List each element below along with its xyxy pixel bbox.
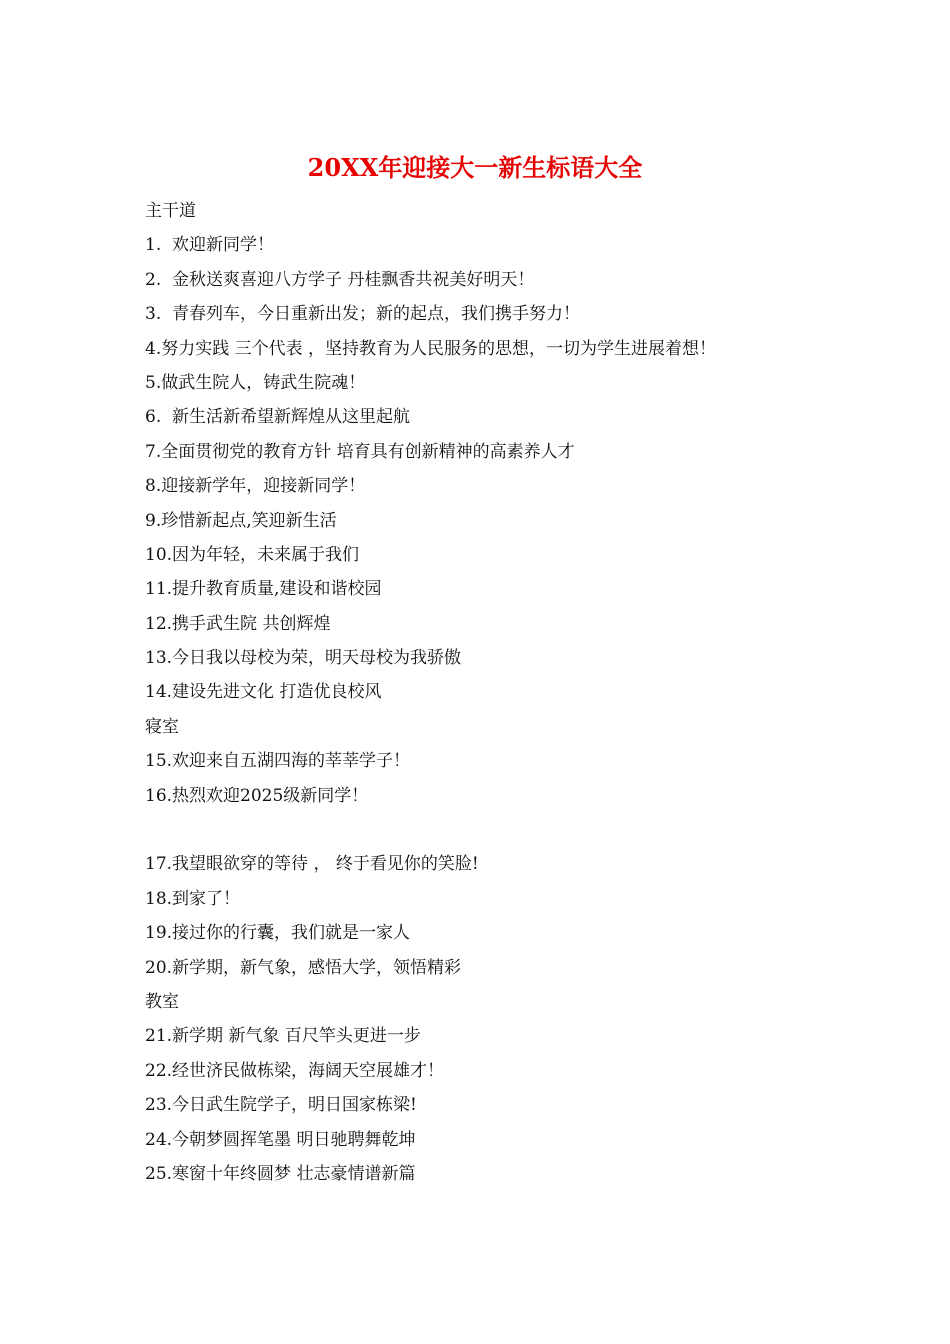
- slogan-line: 19.接过你的行囊，我们就是一家人: [145, 923, 411, 944]
- slogan-line: 1. 欢迎新同学！: [145, 235, 275, 256]
- section-heading: 寝室: [145, 716, 179, 737]
- slogan-line: 6. 新生活新希望新辉煌从这里起航: [145, 407, 411, 428]
- slogan-line: 23.今日武生院学子，明日国家栋梁!: [145, 1095, 417, 1116]
- slogan-line: 17.我望眼欲穿的等待 ， 终于看见你的笑脸!: [145, 854, 479, 875]
- section-heading: 主干道: [145, 201, 196, 221]
- slogan-line: 25.寒窗十年终圆梦 壮志豪情谱新篇: [145, 1163, 416, 1184]
- slogan-line: 7.全面贯彻党的教育方针 培育具有创新精神的高素养人才: [145, 441, 575, 462]
- slogan-line: 10.因为年轻，未来属于我们: [145, 544, 360, 565]
- slogan-line: 12.携手武生院 共创辉煌: [145, 613, 331, 634]
- slogan-line: 5.做武生院人，铸武生院魂！: [145, 372, 366, 393]
- slogan-line: 8.迎接新学年，迎接新同学！: [145, 476, 366, 497]
- slogan-line: 18.到家了！: [145, 888, 241, 909]
- slogan-line: 13.今日我以母校为荣，明天母校为我骄傲: [145, 648, 462, 669]
- document-title: 20XX年迎接大一新生标语大全: [307, 153, 643, 182]
- slogan-line: 15.欢迎来自五湖四海的莘莘学子！: [145, 751, 411, 772]
- slogan-line: 2. 金秋送爽喜迎八方学子 丹桂飘香共祝美好明天！: [145, 269, 535, 290]
- slogan-line: 3. 青春列车，今日重新出发；新的起点，我们携手努力！: [145, 304, 581, 325]
- document-body: [145, 194, 845, 1191]
- slogan-line: 21.新学期 新气象 百尺竿头更进一步: [145, 1026, 421, 1047]
- slogan-line: 24.今朝梦圆挥笔墨 明日驰聘舞乾坤: [145, 1129, 416, 1150]
- slogan-line: 14.建设先进文化 打造优良校风: [145, 682, 382, 703]
- slogan-line: 22.经世济民做栋梁，海阔天空展雄才！: [145, 1060, 445, 1081]
- slogan-line: 4.努力实践 三个代表 ，坚持教育为人民服务的思想，一切为学生进展着想！: [145, 338, 717, 359]
- blank-line: [145, 813, 845, 847]
- slogan-line: 16.热烈欢迎2025级新同学！: [145, 785, 369, 806]
- section-heading: 教室: [145, 991, 179, 1012]
- slogan-line: 20.新学期，新气象，感悟大学，领悟精彩: [145, 957, 462, 978]
- slogan-line: 9.珍惜新起点,笑迎新生活: [145, 510, 337, 531]
- slogan-line: 11.提升教育质量,建设和谐校园: [145, 579, 382, 600]
